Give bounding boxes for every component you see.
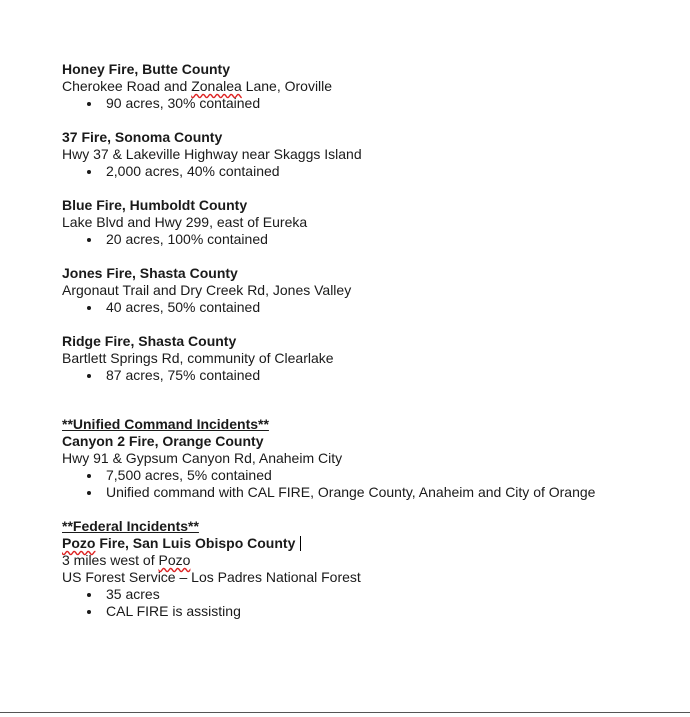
bullet-dot-icon [87,238,91,242]
incident-title: Canyon 2 Fire, Orange County [62,433,264,449]
location-text: 3 miles west of [62,552,159,568]
incident-location: Hwy 37 & Lakeville Highway near Skaggs Island [62,146,362,162]
bullet-dot-icon [87,474,91,478]
incident-honey-fire [62,61,682,112]
location-text: Lane, Oroville [241,78,333,94]
bullet-dot-icon [87,102,91,106]
incident-bullets [62,95,682,112]
bullet-text: 87 acres, 75% contained [106,367,261,383]
incident-bullets [62,467,682,501]
incident-location: Argonaut Trail and Dry Creek Rd, Jones Valley [62,282,352,298]
incident-blue-fire [62,197,682,248]
bullet-dot-icon [87,593,91,597]
incident-location [62,78,682,95]
bullet-item [62,367,682,384]
text-cursor [300,536,301,551]
incident-title[interactable] [62,535,682,552]
federal-incidents-section [62,518,682,620]
bullet-text: Unified command with CAL FIRE, Orange County, Anaheim and City of Orange [106,484,596,500]
bullet-dot-icon [87,610,91,614]
section-heading: **Unified Command Incidents** [62,416,269,432]
incident-bullets [62,299,682,316]
bullet-dot-icon [87,491,91,495]
incident-title: Ridge Fire, Shasta County [62,333,237,349]
incident-title: 37 Fire, Sonoma County [62,129,223,145]
bullet-item [62,299,682,316]
incident-location: Hwy 91 & Gypsum Canyon Rd, Anaheim City [62,450,343,466]
bullet-item [62,467,682,484]
bullet-item [62,95,682,112]
incident-location [62,552,682,569]
bullet-item [62,586,682,603]
section-heading: **Federal Incidents** [62,518,199,534]
title-text: Fire, San Luis Obispo County [95,535,296,551]
bullet-dot-icon [87,170,91,174]
spelling-flagged-word[interactable]: Pozo [62,535,96,551]
incident-ridge-fire [62,333,682,384]
bullet-text: 20 acres, 100% contained [106,231,268,247]
spelling-flagged-word[interactable]: Zonalea [191,78,242,94]
incident-37-fire [62,129,682,180]
incident-jones-fire [62,265,682,316]
incident-title: Jones Fire, Shasta County [62,265,238,281]
bullet-text: 2,000 acres, 40% contained [106,163,280,179]
page-bottom-edge [0,712,690,713]
incident-location: Lake Blvd and Hwy 299, east of Eureka [62,214,308,230]
bullet-item [62,484,682,501]
bullet-dot-icon [87,306,91,310]
spelling-flagged-word[interactable]: Pozo [158,552,191,568]
incident-title: Blue Fire, Humboldt County [62,197,248,213]
bullet-item [62,231,682,248]
incident-bullets [62,586,682,620]
bullet-dot-icon [87,374,91,378]
unified-command-section [62,416,682,501]
incident-bullets [62,163,682,180]
document-body[interactable] [62,61,682,637]
bullet-item [62,163,682,180]
location-text: Cherokee Road and [62,78,192,94]
bullet-text: 40 acres, 50% contained [106,299,261,315]
bullet-text: 90 acres, 30% contained [106,95,261,111]
incident-agency: US Forest Service – Los Padres National Forest [62,569,361,585]
bullet-item [62,603,682,620]
incident-title: Honey Fire, Butte County [62,61,231,77]
incident-bullets [62,231,682,248]
bullet-text: CAL FIRE is assisting [106,603,241,619]
bullet-text: 7,500 acres, 5% contained [106,467,272,483]
bullet-text: 35 acres [106,586,160,602]
incident-bullets [62,367,682,384]
incident-location: Bartlett Springs Rd, community of Clearlake [62,350,334,366]
